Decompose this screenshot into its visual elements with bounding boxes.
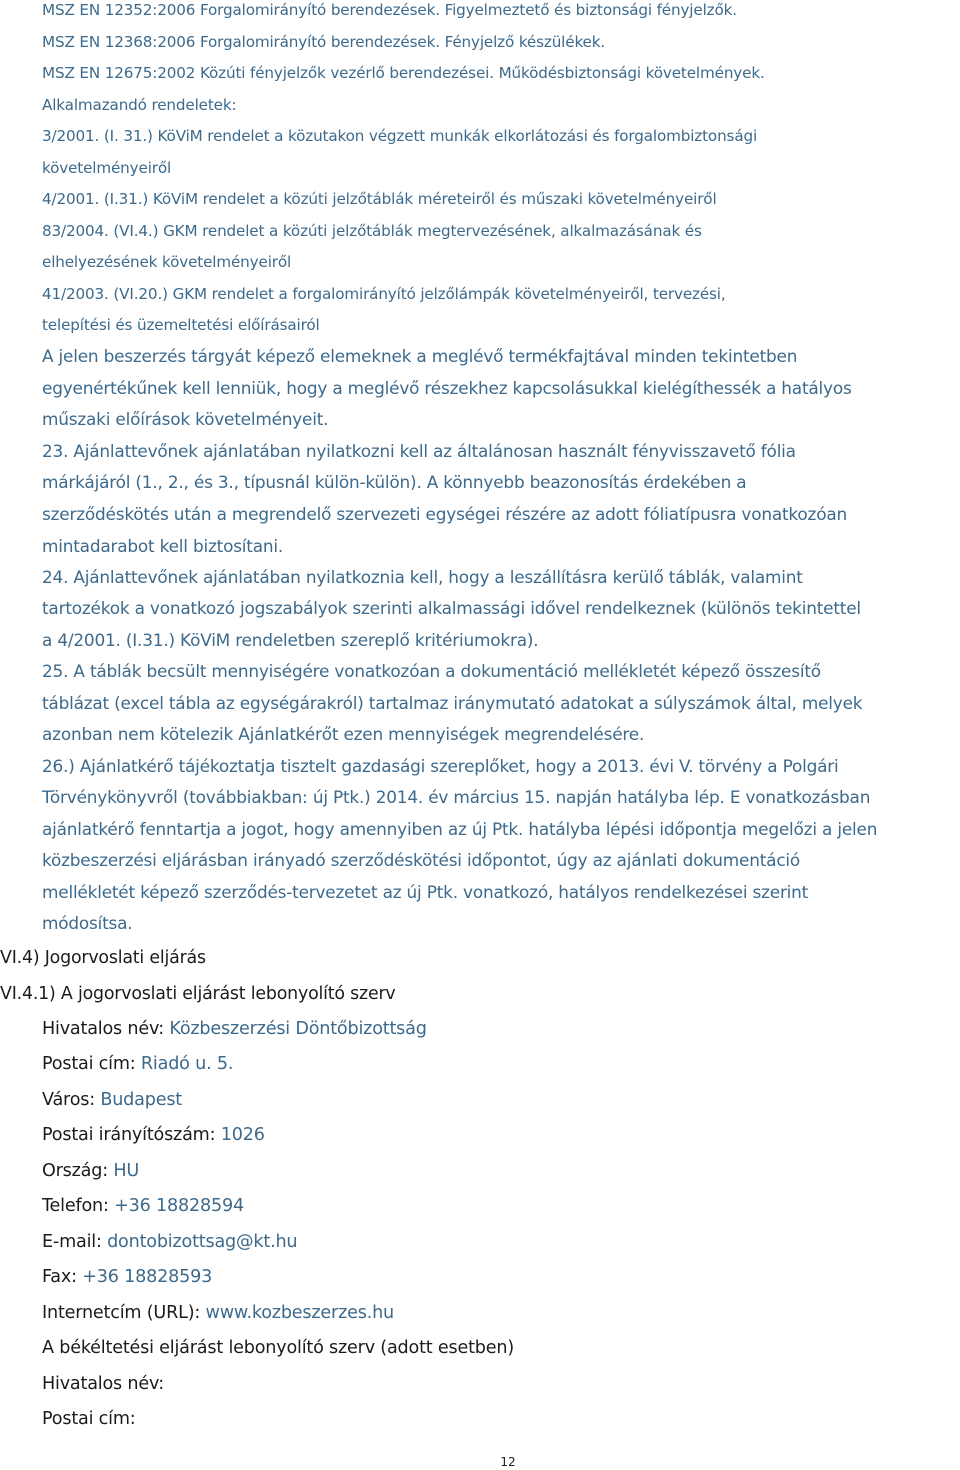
contact-label: Postai cím: — [42, 1054, 141, 1074]
regulation-line: követelményeiről — [42, 159, 172, 177]
email-link[interactable]: dontobizottsag@kt.hu — [107, 1232, 298, 1252]
contact-value: +36 18828593 — [82, 1267, 213, 1287]
body-line: 25. A táblák becsült mennyiségére vonatkozóan a dokumentáció mellékletét képező összesítő — [42, 661, 821, 681]
regulation-line: elhelyezésének követelményeiről — [42, 253, 292, 271]
regulation-line: 3/2001. (I. 31.) KöViM rendelet a közutakon végzett munkák elkorlátozási és forgalombiztonsági — [42, 127, 758, 145]
body-line: 23. Ajánlattevőnek ajánlatában nyilatkozni kell az általánosan használt fényvisszavető fólia — [42, 441, 796, 461]
applicable-regulations-heading: Alkalmazandó rendeletek: — [42, 96, 237, 114]
section-heading-vi4: VI.4) Jogorvoslati eljárás — [0, 948, 206, 968]
contact-row-url — [42, 1302, 394, 1324]
body-line: mellékletét képező szerződés-tervezetet az új Ptk. vonatkozó, hatályos rendelkezései szerint — [42, 882, 809, 902]
contact-value: Budapest — [100, 1090, 182, 1110]
contact-label: Város: — [42, 1090, 101, 1110]
body-line: A jelen beszerzés tárgyát képező elemeknek a meglévő termékfajtával minden tekintetben — [42, 346, 798, 366]
contact-row-country — [42, 1160, 139, 1182]
contact-label: Internetcím (URL): — [42, 1303, 206, 1323]
regulation-line: 4/2001. (I.31.) KöViM rendelet a közúti jelzőtáblák méreteiről és műszaki követelményeiről — [42, 190, 717, 208]
mediation-postal-address-label: Postai cím: — [42, 1409, 136, 1429]
body-line: márkájáról (1., 2., és 3., típusnál külön-külön). A könnyebb beazonosítás érdekében a — [42, 472, 747, 492]
body-line: táblázat (excel tábla az egységárakról) tartalmaz iránymutató adatokat a súlyszámok által, melyek — [42, 693, 863, 713]
contact-label: Postai irányítószám: — [42, 1125, 221, 1145]
contact-row-city — [42, 1089, 182, 1111]
standard-line: MSZ EN 12675:2002 Közúti fényjelzők vezérlő berendezései. Működésbiztonsági követelmények. — [42, 64, 765, 82]
body-line: 24. Ajánlattevőnek ajánlatában nyilatkoznia kell, hogy a leszállításra kerülő táblák, valamint — [42, 567, 803, 587]
contact-row-email — [42, 1231, 297, 1253]
contact-row-fax — [42, 1266, 212, 1288]
standard-line: MSZ EN 12368:2006 Forgalomirányító berendezések. Fényjelző készülékek. — [42, 33, 606, 51]
body-line: azonban nem kötelezik Ajánlatkérőt ezen mennyiségek megrendelésére. — [42, 724, 645, 744]
contact-label: Fax: — [42, 1267, 83, 1287]
body-line: a 4/2001. (I.31.) KöViM rendeletben szereplő kritériumokra). — [42, 630, 539, 650]
regulation-line: 41/2003. (VI.20.) GKM rendelet a forgalomirányító jelzőlámpák követelményeiről, tervezési, — [42, 285, 726, 303]
standard-line: MSZ EN 12352:2006 Forgalomirányító berendezések. Figyelmeztető és biztonsági fényjelzők. — [42, 1, 737, 19]
contact-label: Ország: — [42, 1161, 114, 1181]
body-line: műszaki előírások követelményeit. — [42, 409, 329, 429]
contact-value: Közbeszerzési Döntőbizottság — [169, 1019, 427, 1039]
regulation-line: 83/2004. (VI.4.) GKM rendelet a közúti jelzőtáblák megtervezésének, alkalmazásának és — [42, 222, 702, 240]
body-line: módosítsa. — [42, 913, 133, 933]
body-line: Törvénykönyvről (továbbiakban: új Ptk.) 2014. év március 15. napján hatályba lép. E vonatkozásban — [42, 787, 871, 807]
contact-value: 1026 — [220, 1125, 265, 1145]
section-heading-vi41: VI.4.1) A jogorvoslati eljárást lebonyolító szerv — [0, 984, 396, 1004]
contact-row-postal-address — [42, 1053, 233, 1075]
contact-row-postal-code — [42, 1124, 265, 1146]
body-line: egyenértékűnek kell lenniük, hogy a meglévő részekhez kapcsolásukkal kielégíthessék a hatályos — [42, 378, 852, 398]
body-line: ajánlatkérő fenntartja a jogot, hogy amennyiben az új Ptk. hatályba lépési időpontja megelőzi a jelen — [42, 819, 878, 839]
contact-label: Telefon: — [42, 1196, 115, 1216]
mediation-official-name-label: Hivatalos név: — [42, 1374, 164, 1394]
regulation-line: telepítési és üzemeltetési előírásairól — [42, 316, 320, 334]
contact-value: +36 18828594 — [114, 1196, 244, 1216]
contact-row-official-name — [42, 1018, 427, 1040]
body-line: szerződéskötés után a megrendelő szervezeti egységei részére az adott fóliatípusra vonatkozóan — [42, 504, 847, 524]
contact-label: E-mail: — [42, 1232, 108, 1252]
body-line: tartozékok a vonatkozó jogszabályok szerinti alkalmassági idővel rendelkeznek (különös tekintettel — [42, 598, 861, 618]
contact-value: HU — [113, 1161, 140, 1181]
contact-value: Riadó u. 5. — [140, 1054, 234, 1074]
body-line: 26.) Ajánlatkérő tájékoztatja tisztelt gazdasági szereplőket, hogy a 2013. évi V. törvény a Polgári — [42, 756, 839, 776]
contact-label: Hivatalos név: — [42, 1019, 170, 1039]
body-line: közbeszerzési eljárásban irányadó szerződéskötési időpontot, úgy az ajánlati dokumentáció — [42, 850, 801, 870]
website-link[interactable]: www.kozbeszerzes.hu — [205, 1303, 394, 1323]
page-number: 12 — [500, 1455, 516, 1469]
body-line: mintadarabot kell biztosítani. — [42, 536, 284, 556]
contact-row-phone — [42, 1195, 244, 1217]
mediation-heading: A békéltetési eljárást lebonyolító szerv (adott esetben) — [42, 1338, 514, 1358]
